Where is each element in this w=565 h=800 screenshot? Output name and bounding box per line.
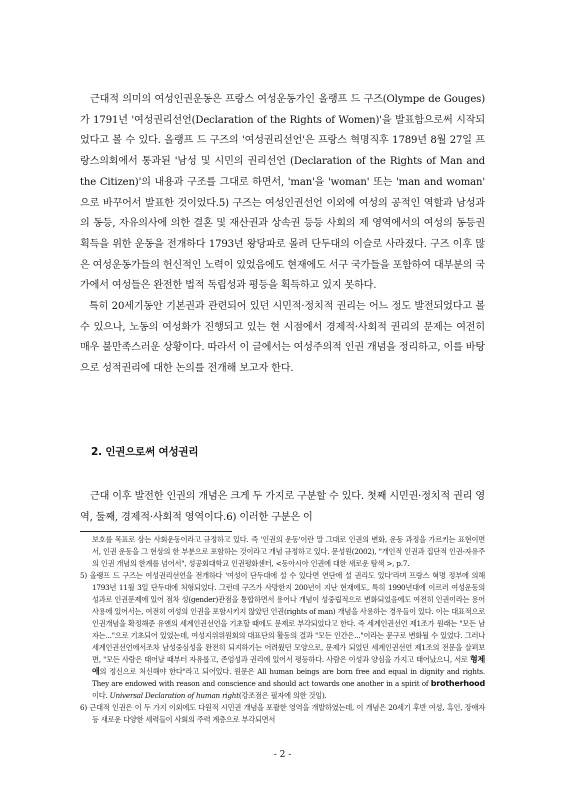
body-text [80,90,485,380]
footnote-6 [80,702,485,726]
section-body [80,487,485,528]
page-number: - 2 - [273,750,292,760]
footnote-5-text-c: 이다. [92,691,110,700]
section-heading: 2. 인권으로써 여성권리 [91,446,199,458]
footnote-separator [80,531,232,532]
footnote-5-text-b: 의 정신으로 처신해야 한다"라고 되어있다. 원문은 All human beings are born free and equal in dignity and rights. They are endowed with reason and conscience and should act towards one another in a spirit of [92,667,485,688]
footnote-6-text: 근대적 인권은 이 두 가지 이외에도 다원적 시민권 개념을 포괄한 영역을 개발하였는데, 이 개념은 20세기 후반 여성, 흑인, 장애자 등 새로운 다양한 세력들이 사회의 주력 계층으로 부각되면서 [89,703,485,724]
footnote-5-bold-ko: 형제애 [92,655,485,676]
footnote-6-number: 6) [80,703,87,712]
footnote-5-italic: Universal Declaration of human right [109,691,239,700]
footnote-5-text-d: (강조점은 필자에 의한 것임). [238,691,327,700]
footnote-5-text-a: 올랭프 드 구즈는 여성권리선언을 전개하다 '여성이 단두대에 설 수 있다면 연단에 설 권리도 있다'라며 프랑스 혁명 정부에 의해 1793년 11월 3일 단두대에 처형되었다. 그런데 구즈가 사망한지 200년이 지난 현재에도, 특히 1990년대에 이르러 여성운동의 성과로 인권문제에 있어 점차 성(gender)관점을 통합하면서 용어나 개념이 성중립적으로 변화되었음에도 여전히 인권이라는 용어 사용에 있어서는, 여전히 여성의 인권을 포함시키지 않았던 인권(rights of man) 개념을 사용하는 경우들이 있다. 이는 대표적으로 인권개념을 확정해준 유엔의 세계인권선언을 기초할 때에도 문제로 부각되었다고 한다. 즉 세계인권선언 제1조가 원래는 "모든 남자는..."으로 기초되어 있었는데, 여성지위위원회의 대표단의 활동의 결과 "모든 인간은..."이라는 문구로 변화될 수 있었다. 그러나 세계인권선언에서조차 남성중심성을 완전히 되지하기는 어려웠던 모양으로, 문제가 되었던 세계인권선언 제1조의 전문을 살펴보면, "모든 사람은 태어날 때부터 자유롭고, 존엄성과 권리에 있어서 평등하다. 사람은 이성과 양심을 가지고 태어났으니, 서로 [89,571,485,664]
footnotes [80,534,485,726]
paragraph-1: 근대적 의미의 여성인권운동은 프랑스 여성운동가인 올랭프 드 구즈(Olympe de Gouges)가 1791년 '여성권리선언(Declaration of the Rights of Women)'을 발표함으로써 시작되었다고 볼 수 있다. 올랭프 드 구즈의 '여성권리선언'은 프랑스 혁명직후 1789년 8월 27일 프랑스의회에서 통과된 '남성 및 시민의 권리선언 (Declaration of the Rights of Man and the Citizen)'의 내용과 구조를 그대로 하면서, 'man'을 'woman' 또는 'man and woman' 으로 바꾸어서 발표한 것이었다.5) 구즈는 여성인권선언 이외에 여성의 공적인 역할과 남성과의 동등, 자유의사에 의한 결혼 및 재산권과 상속권 등등 사회의 제 영역에서의 여성의 동등권 획득을 위한 운동을 전개하다 1793년 왕당파로 몰려 단두대의 이슬로 사라졌다. 구즈 이후 많은 여성운동가들의 헌신적인 노력이 있었음에도 현재에도 서구 국가들을 포함하여 대부분의 국가에서 여성들은 완전한 법적 독립성과 평등을 획득하고 있지 못하다. [80,94,486,292]
footnote-5 [80,570,485,702]
footnote-5-number: 5) [80,571,87,580]
footnote-5-bold-en: brotherhood [430,679,485,688]
section-paragraph: 근대 이후 발전한 인권의 개념은 크게 두 가지로 구분할 수 있다. 첫째 시민권·정치적 권리 영역, 둘째, 경제적·사회적 영역이다.6) 이러한 구분은 이 [80,491,485,523]
paragraph-2: 특히 20세기동안 기본권과 관련되어 있던 시민적·정치적 권리는 어느 정도 발전되었다고 볼 수 있으나, 노동의 여성화가 진행되고 있는 현 시점에서 경제적·사회적 권리의 문제는 여전히 매우 불만족스러운 상황이다. 따라서 이 글에서는 여성주의적 인권 개념을 정리하고, 이를 바탕으로 성적권리에 대한 논의를 전개해 보고자 한다. [80,301,485,375]
footnote-continuation: 보호를 목표로 삼는 사회운동이라고 규정하고 있다. 즉 '인권의 운동'이란 말 그대로 인권의 변화, 운동 과정을 가르키는 표현이면서, 인권 운동을 그 현상의 한 부분으로 포함하는 것이라고 개념 규정하고 있다. 문성원(2002), "개인적 인권과 집단적 인권-자유주의 인권 개념의 한계를 넘어서", 성공회대학교 인권평화센터, <동아시아 인권에 대한 새로운 탐색 >, p.7. [92,535,485,568]
